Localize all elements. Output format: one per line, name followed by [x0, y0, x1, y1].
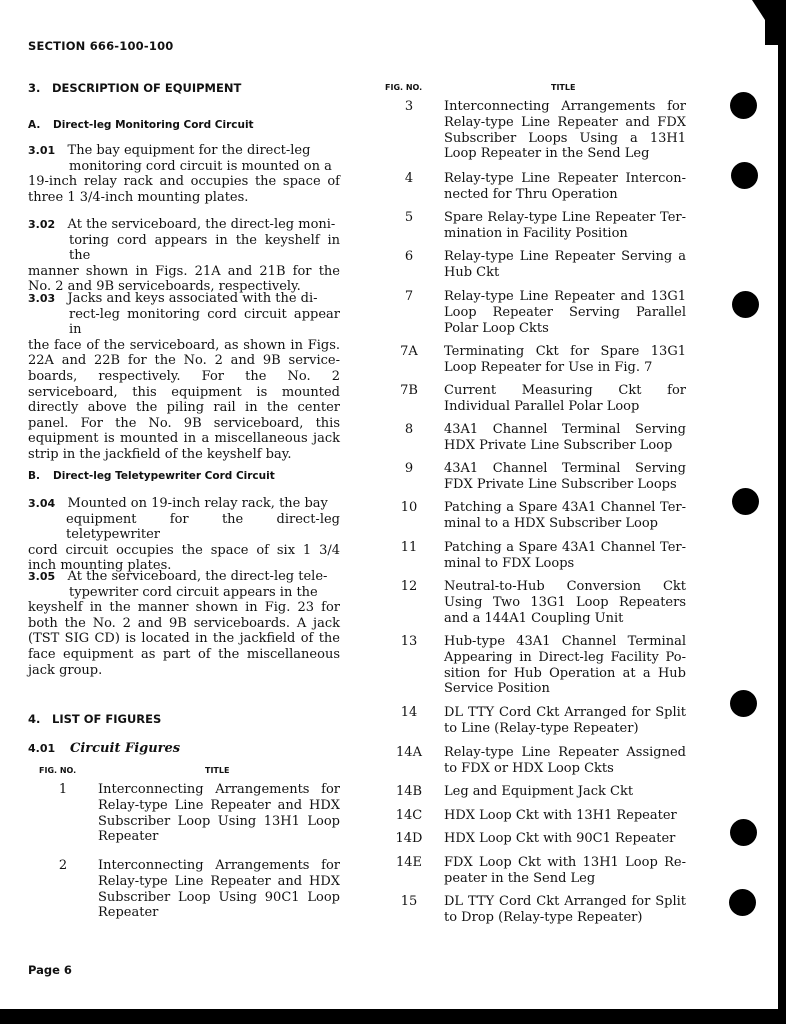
figure-title: DL TTY Cord Ckt Arranged for Split to Line (Relay-type Repeater)	[444, 705, 686, 736]
figure-title: Relay-type Line Repeater Serving a Hub Ckt	[444, 249, 686, 280]
col-header-title: TITLE	[551, 83, 576, 92]
paragraph-3-02	[28, 217, 340, 295]
subsection-letter: B.	[28, 470, 40, 482]
paragraph-text: manner shown in Figs. 21A and 21B for the No. 2 and 9B serviceboards, respectively.	[28, 263, 340, 295]
figure-title: Patching a Spare 43A1 Channel Ter-minal to a HDX Subscriber Loop	[444, 500, 686, 531]
figure-number: 11	[400, 540, 418, 555]
figure-title: DL TTY Cord Ckt Arranged for Split to Drop (Relay-type Repeater)	[444, 894, 686, 925]
figure-title: Hub-type 43A1 Channel Terminal Appearing in Direct-leg Facility Po-sition for Hub Operation at a Hub Service Position	[444, 634, 686, 697]
col-header-fig-no: FIG. NO.	[385, 83, 423, 92]
subsection-4-01-heading	[28, 737, 180, 756]
col-header-title: TITLE	[205, 766, 230, 775]
paragraph-3-05	[28, 569, 340, 678]
subsection-title: Direct-leg Teletypewriter Cord Circuit	[53, 470, 275, 482]
section-header: SECTION 666-100-100	[28, 39, 174, 53]
figure-number: 5	[404, 210, 414, 225]
figure-number: 2	[58, 858, 68, 873]
figure-number: 10	[400, 500, 418, 515]
binder-hole	[730, 819, 757, 846]
paragraph-text: Jacks and keys associated with the di-	[67, 291, 318, 306]
figure-number: 1	[58, 782, 68, 797]
paragraph-text: The bay equipment for the direct-leg	[67, 143, 311, 158]
col-header-fig-no: FIG. NO.	[39, 766, 77, 775]
page-number: Page 6	[28, 963, 72, 977]
subsection-number: 4.01	[28, 742, 56, 755]
figure-number: 15	[400, 894, 418, 909]
paragraph-3-03	[28, 291, 340, 463]
paragraph-number: 3.04	[28, 497, 56, 510]
figure-number: 3	[404, 99, 414, 114]
figure-number: 7B	[400, 383, 418, 398]
figure-title: Patching a Spare 43A1 Channel Ter-minal to FDX Loops	[444, 540, 686, 571]
figure-number: 9	[404, 461, 414, 476]
figure-number: 14E	[395, 855, 423, 870]
paragraph-number: 3.01	[28, 144, 56, 157]
section-number: 3.	[28, 81, 41, 95]
figure-title: Current Measuring Ckt for Individual Parallel Polar Loop	[444, 383, 686, 414]
paragraph-number: 3.05	[28, 570, 56, 583]
paragraph-text: toring cord appears in the keyshelf in the	[69, 232, 340, 264]
paragraph-3-01	[28, 143, 340, 205]
section-3-heading	[28, 81, 241, 95]
figure-number: 6	[404, 249, 414, 264]
paragraph-text: equipment for the direct-leg teletypewriter	[66, 511, 340, 543]
figure-title: Interconnecting Arrangements for Relay-type Line Repeater and HDX Subscriber Loop Using 90C1 Loop Repeater	[98, 858, 340, 921]
binder-hole	[732, 291, 759, 318]
paragraph-text: At the serviceboard, the direct-leg moni-	[67, 217, 336, 232]
subsection-letter: A.	[28, 119, 41, 131]
figure-number: 7	[404, 289, 414, 304]
paragraph-text: At the serviceboard, the direct-leg tele-	[67, 569, 328, 584]
subsection-title: Circuit Figures	[70, 741, 181, 756]
figure-title: HDX Loop Ckt with 13H1 Repeater	[444, 808, 677, 823]
binder-hole	[729, 889, 756, 916]
figure-title: FDX Loop Ckt with 13H1 Loop Re-peater in the Send Leg	[444, 855, 686, 886]
paragraph-text: cord circuit occupies the space of six 1 3/4 inch mounting plates.	[28, 542, 340, 574]
binder-hole	[731, 162, 758, 189]
section-title: DESCRIPTION OF EQUIPMENT	[52, 81, 242, 95]
scan-border-bottom	[0, 1009, 786, 1024]
scan-border-corner	[765, 0, 778, 45]
paragraph-text: typewriter cord circuit appears in the	[69, 584, 318, 600]
figure-title: Terminating Ckt for Spare 13G1 Loop Repeater for Use in Fig. 7	[444, 344, 686, 375]
paragraph-number: 3.02	[28, 218, 56, 231]
paragraph-text: keyshelf in the manner shown in Fig. 23 for both the No. 2 and 9B serviceboards. A jack (TST SIG CD) is located in the jackfield of the face equipment as part of the miscellaneous jack group.	[28, 600, 340, 678]
figure-number: 8	[404, 422, 414, 437]
figure-number: 14D	[395, 831, 423, 846]
scan-border-right	[778, 0, 786, 1024]
figure-title: Neutral-to-Hub Conversion Ckt Using Two 13G1 Loop Repeaters and a 144A1 Coupling Unit	[444, 579, 686, 626]
subsection-a-heading	[28, 119, 254, 131]
figure-title: Relay-type Line Repeater Assigned to FDX or HDX Loop Ckts	[444, 745, 686, 776]
figure-title: Spare Relay-type Line Repeater Ter-mination in Facility Position	[444, 210, 686, 241]
section-number: 4.	[28, 712, 41, 726]
figure-number: 12	[400, 579, 418, 594]
figure-number: 13	[400, 634, 418, 649]
subsection-b-heading	[28, 470, 275, 482]
figure-number: 14C	[395, 808, 423, 823]
figure-title: Relay-type Line Repeater Intercon-nected for Thru Operation	[444, 171, 686, 202]
figure-title: 43A1 Channel Terminal Serving HDX Private Line Subscriber Loop	[444, 422, 686, 453]
paragraph-text: monitoring cord circuit is mounted on a	[69, 158, 332, 174]
figure-number: 14A	[396, 745, 422, 760]
paragraph-text: 19-inch relay rack and occupies the space of three 1 3/4-inch mounting plates.	[28, 174, 340, 205]
section-title: LIST OF FIGURES	[52, 712, 162, 726]
paragraph-text: Mounted on 19-inch relay rack, the bay	[67, 496, 328, 511]
figure-title: Relay-type Line Repeater and 13G1 Loop Repeater Serving Parallel Polar Loop Ckts	[444, 289, 686, 336]
binder-hole	[732, 488, 759, 515]
figure-number: 7A	[400, 344, 418, 359]
paragraph-text: rect-leg monitoring cord circuit appear in	[69, 306, 340, 338]
figure-number: 14B	[395, 784, 423, 799]
binder-hole	[730, 92, 757, 119]
paragraph-number: 3.03	[28, 292, 56, 305]
figure-title: Leg and Equipment Jack Ckt	[444, 784, 634, 799]
figure-title: Interconnecting Arrangements for Relay-type Line Repeater and FDX Subscriber Loops Using a 13H1 Loop Repeater in the Send Leg	[444, 99, 686, 162]
figure-title: HDX Loop Ckt with 90C1 Repeater	[444, 831, 676, 846]
paragraph-3-04	[28, 496, 340, 574]
paragraph-text: the face of the serviceboard, as shown in Figs. 22A and 22B for the No. 2 and 9B service-boards, respectively. For the No. 2 serviceboard, this equipment is mounted directly above the piling rail in the center panel. For the No. 9B serviceboard, this equipment is mounted in a miscellaneous jack strip in the jackfield of the keyshelf bay.	[28, 337, 340, 462]
section-4-heading	[28, 712, 161, 726]
figure-title: Interconnecting Arrangements for Relay-type Line Repeater and HDX Subscriber Loop Using 13H1 Loop Repeater	[98, 782, 340, 845]
binder-hole	[730, 690, 757, 717]
figure-number: 14	[400, 705, 418, 720]
figure-title: 43A1 Channel Terminal Serving FDX Private Line Subscriber Loops	[444, 461, 686, 492]
figure-number: 4	[404, 171, 414, 186]
subsection-title: Direct-leg Monitoring Cord Circuit	[53, 119, 254, 131]
